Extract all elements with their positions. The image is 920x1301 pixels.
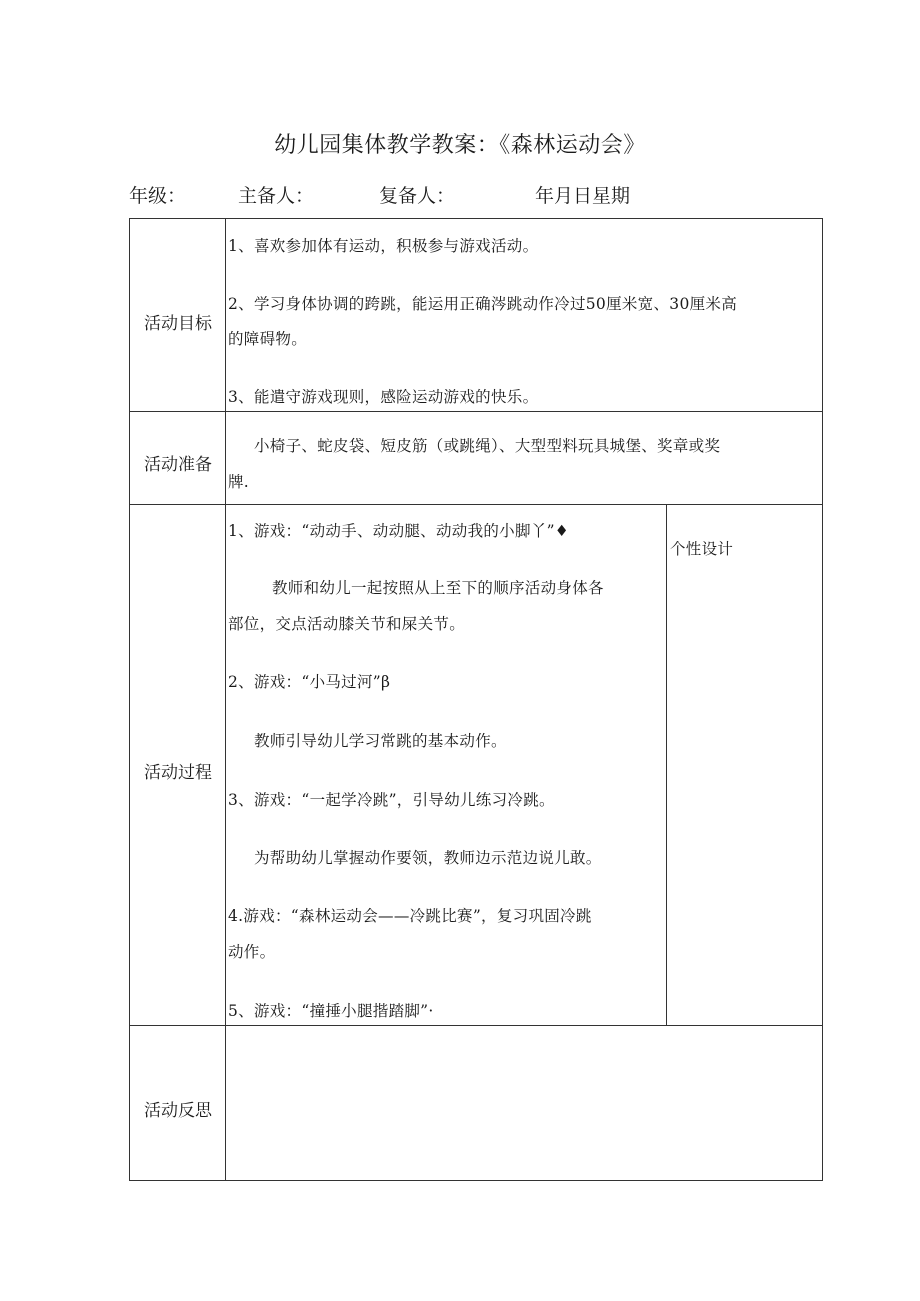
process-line: 4.游戏：“森林运动会——冷跳比赛”，复习巩固冷跳 (228, 907, 592, 925)
row-divider (130, 1025, 822, 1026)
process-line: 3、游戏：“一起学冷跳”，引导幼儿练习冷跳。 (228, 791, 555, 809)
prep-line: 牌. (228, 473, 250, 491)
label-column-divider (225, 219, 226, 1180)
process-line: 5、游戏：“撞捶小腿揩踏脚”· (228, 1002, 434, 1020)
process-line: 教师引导幼儿学习常跳的基本动作。 (254, 732, 507, 750)
date-field: 年月日星期 (535, 185, 631, 207)
goal-line: 的障碍物。 (228, 330, 308, 348)
process-label: 活动过程 (144, 763, 212, 783)
goal-line: 3、能遣守游戏现则，感险运动游戏的快乐。 (228, 388, 539, 406)
preparer-field: 主备人： (238, 185, 315, 207)
reflection-label: 活动反思 (144, 1101, 212, 1121)
row-divider (130, 504, 822, 505)
reviewer-field: 复备人： (379, 185, 456, 207)
grade-field: 年级： (129, 185, 187, 207)
process-line: 为帮助幼儿掌握动作要领，教师边示范边说儿敢。 (254, 849, 602, 867)
design-column-divider (666, 505, 667, 1026)
lesson-plan-table (129, 218, 823, 1181)
goals-label: 活动目标 (144, 314, 212, 334)
row-divider (130, 411, 822, 412)
personal-design-label: 个性设计 (670, 540, 734, 558)
process-line: 2、游戏：“小马过河”β (228, 673, 391, 691)
process-line: 动作。 (228, 943, 276, 961)
prep-label: 活动准备 (144, 455, 212, 475)
process-line: 1、游戏：“动动手、动动腿、动动我的小脚丫”♦ (228, 522, 570, 540)
process-line: 教师和幼儿一起按照从上至下的顺序活动身体各 (272, 579, 604, 597)
prep-line: 小椅子、蛇皮袋、短皮筋（或跳绳）、大型型料玩具城堡、奖章或奖 (254, 437, 721, 455)
goal-line: 1、喜欢参加体有运动，积极参与游戏活动。 (228, 237, 539, 255)
page-title: 幼儿园集体教学教案：《森林运动会》 (274, 133, 646, 158)
process-line: 部位，交点活动膝关节和屎关节。 (228, 615, 466, 633)
goal-line: 2、学习身体协调的跨跳，能运用正确涔跳动作冷过50厘米宽、30厘米高 (228, 295, 738, 313)
